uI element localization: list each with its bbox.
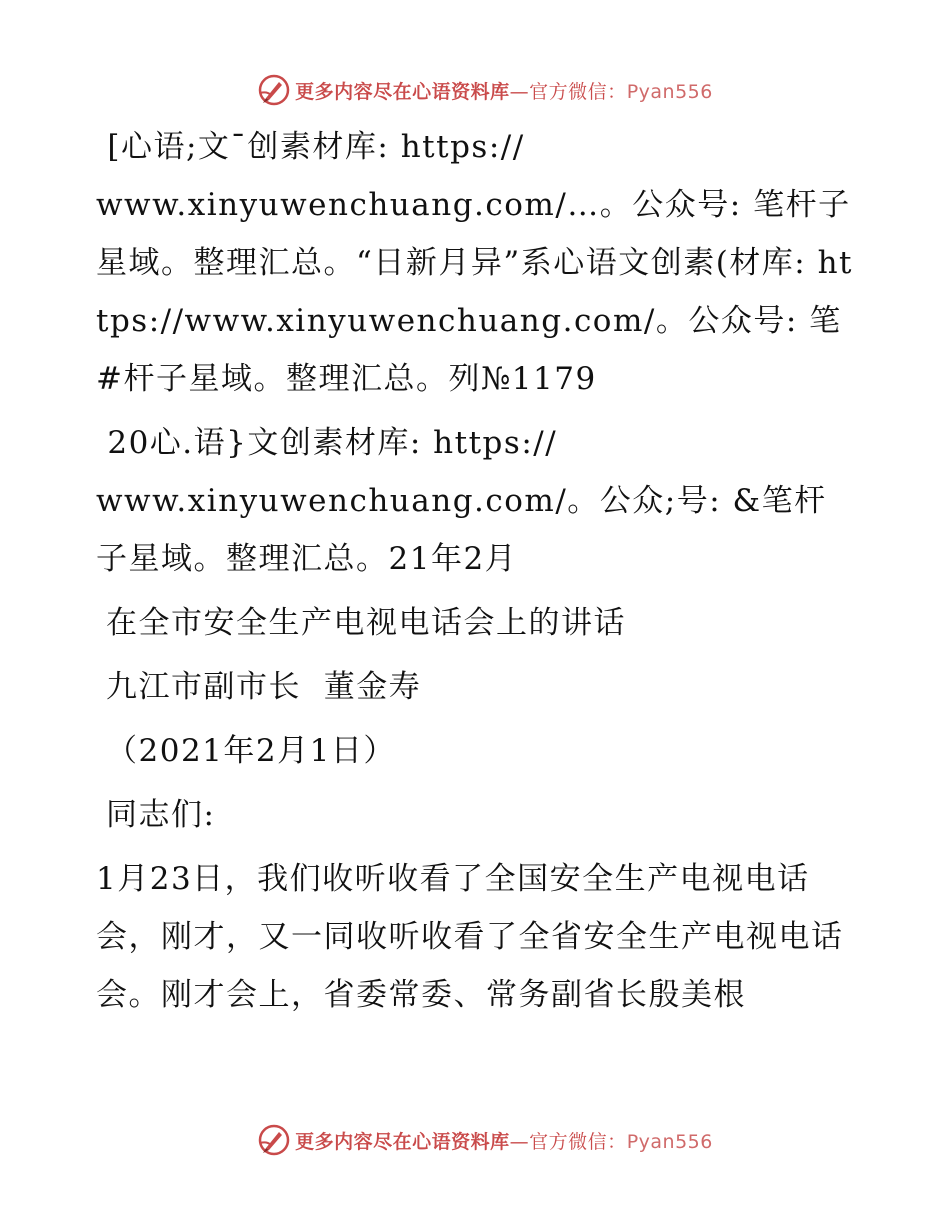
quill-pen-logo-icon [257,1123,291,1157]
quill-pen-logo-icon [257,73,291,107]
footer-banner-official: 官方微信： [529,1130,627,1153]
footer-banner-title: 更多内容尽在心语资料库 [295,1130,510,1153]
header-banner-inner [257,73,713,107]
document-salutation: 同志们: [106,797,216,833]
paragraph-source-note-1: [心语;文¯创素材库: https:// www.xinyuwenchuang.com/…。公众号: 笔杆子星域。整理汇总。“日新月异”系心语文创素(材库: https://www.xinyuwenchuang.com/。公众号: 笔#杆子星域。整理汇总。列№1179 [96,129,854,397]
document-author: 九江市副市长 董金寿 [106,669,422,705]
header-banner-title: 更多内容尽在心语资料库 [295,80,510,103]
document-body [96,118,856,1030]
paragraph-source-note-2: 20心.语}文创素材库: https:// www.xinyuwenchuang.com/。公众;号: &笔杆子星域。整理汇总。21年2月 [96,425,827,577]
paragraph-body-1: 1月23日，我们收听收看了全国安全生产电视电话会，刚才，又一同收听收看了全省安全生产电视电话会。刚才会上，省委常委、常务副省长殷美根 [96,861,844,1013]
document-title: 在全市安全生产电视电话会上的讲话 [106,605,626,641]
header-banner-dash: — [509,80,530,103]
header-banner-text [295,77,713,104]
document-date: （2021年2月1日） [106,733,396,769]
footer-banner-account: Pyan556 [626,1130,713,1153]
footer-banner-inner [257,1123,713,1157]
header-banner-official: 官方微信： [529,80,627,103]
header-banner [0,70,950,110]
footer-banner-text [295,1127,713,1154]
footer-banner-dash: — [509,1130,530,1153]
header-banner-account: Pyan556 [626,80,713,103]
footer-banner [0,1120,950,1160]
